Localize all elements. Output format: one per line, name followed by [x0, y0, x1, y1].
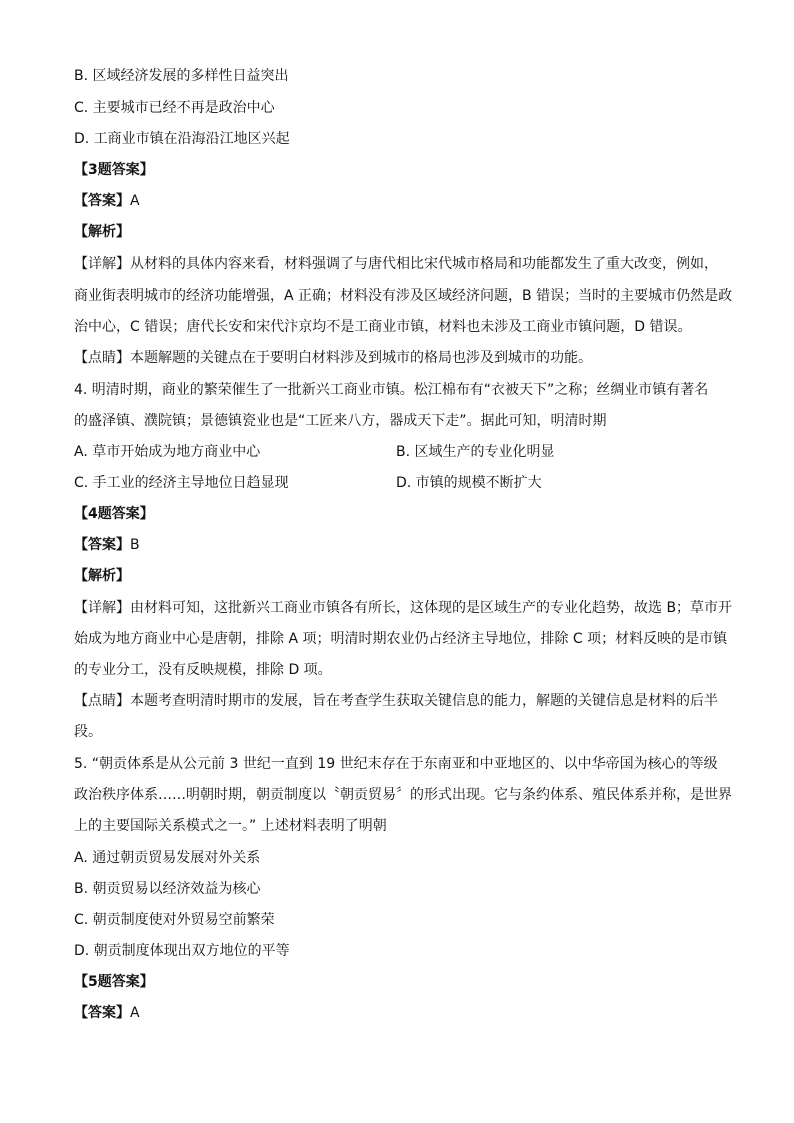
q3-option-c: C. 主要城市已经不再是政治中心: [74, 100, 275, 116]
q5-stem-line: 5. “朝贡体系是从公元前 3 世纪一直到 19 世纪末存在于东南亚和中亚地区的、以中华帝国为核心的等级: [74, 756, 718, 772]
q3-option-d: D. 工商业市镇在沿海沿江地区兴起: [74, 131, 290, 147]
q4-stem-line: 4. 明清时期，商业的繁荣催生了一批新兴工商业市镇。松江棉布有“衣被天下”之称；丝绸业市镇有著名: [74, 382, 709, 398]
q4-stem-line: 的盛泽镇、濮院镇；景德镇瓷业也是“工匠来八方，器成天下走”。据此可知，明清时期: [74, 413, 607, 429]
q4-option-b: B. 区域生产的专业化明显: [396, 444, 555, 460]
q4-answer: [74, 535, 724, 555]
q4-option-d: D. 市镇的规模不断扩大: [396, 475, 542, 491]
q3-option-b: B. 区域经济发展的多样性日益突出: [74, 68, 289, 84]
q5-option-c: C. 朝贡制度使对外贸易空前繁荣: [74, 912, 275, 928]
q3-detail-line: 治中心，C 错误；唐代长安和宋代汴京均不是工商业市镇，材料也未涉及工商业市镇问题，D 错误。: [74, 319, 692, 335]
answer-label: 【答案】: [74, 193, 130, 209]
q4-comment-line: 段。: [74, 724, 102, 740]
q5-stem-line: 上的主要国际关系模式之一。” 上述材料表明了明朝: [74, 818, 387, 834]
q4-analysis-header: 【解析】: [74, 568, 130, 584]
q4-option-a: A. 草市开始成为地方商业中心: [74, 444, 261, 460]
q4-detail-line: 的专业分工，没有反映规模，排除 D 项。: [74, 662, 332, 678]
q5-option-b: B. 朝贡贸易以经济效益为核心: [74, 881, 261, 897]
answer-value: B: [130, 537, 140, 553]
q3-detail-line: 商业街表明城市的经济功能增强，A 正确；材料没有涉及区域经济问题，B 错误；当时的主要城市仍然是政: [74, 288, 733, 304]
q5-stem-line: 政治秩序体系……明朝时期，朝贡制度以〝朝贡贸易〞的形式出现。它与条约体系、殖民体系并称，是世界: [74, 787, 732, 803]
answer-value: A: [130, 1005, 140, 1021]
q3-analysis-header: 【解析】: [74, 224, 130, 240]
q3-detail-line: 【详解】从材料的具体内容来看，材料强调了与唐代相比宋代城市格局和功能都发生了重大改变，例如，: [74, 256, 718, 272]
q3-answer: [74, 191, 724, 211]
q4-detail-line: 【详解】由材料可知，这批新兴工商业市镇各有所长，这体现的是区域生产的专业化趋势，故选 B；草市开: [74, 600, 733, 616]
q4-comment-line: 【点睛】本题考查明清时期市的发展，旨在考查学生获取关键信息的能力，解题的关键信息是材料的后半: [74, 693, 718, 709]
q3-answer-header: 【3题答案】: [74, 162, 154, 178]
answer-label: 【答案】: [74, 1005, 130, 1021]
q4-option-c: C. 手工业的经济主导地位日趋显现: [74, 475, 289, 491]
q3-comment-line: 【点睛】本题解题的关键点在于要明白材料涉及到城市的格局也涉及到城市的功能。: [74, 350, 592, 366]
q5-answer: [74, 1003, 724, 1023]
answer-value: A: [130, 193, 140, 209]
q5-option-d: D. 朝贡制度体现出双方地位的平等: [74, 943, 290, 959]
q4-answer-header: 【4题答案】: [74, 506, 154, 522]
q4-detail-line: 始成为地方商业中心是唐朝，排除 A 项；明清时期农业仍占经济主导地位，排除 C 项；材料反映的是市镇: [74, 631, 728, 647]
q5-answer-header: 【5题答案】: [74, 974, 154, 990]
q5-option-a: A. 通过朝贡贸易发展对外关系: [74, 850, 261, 866]
answer-label: 【答案】: [74, 537, 130, 553]
